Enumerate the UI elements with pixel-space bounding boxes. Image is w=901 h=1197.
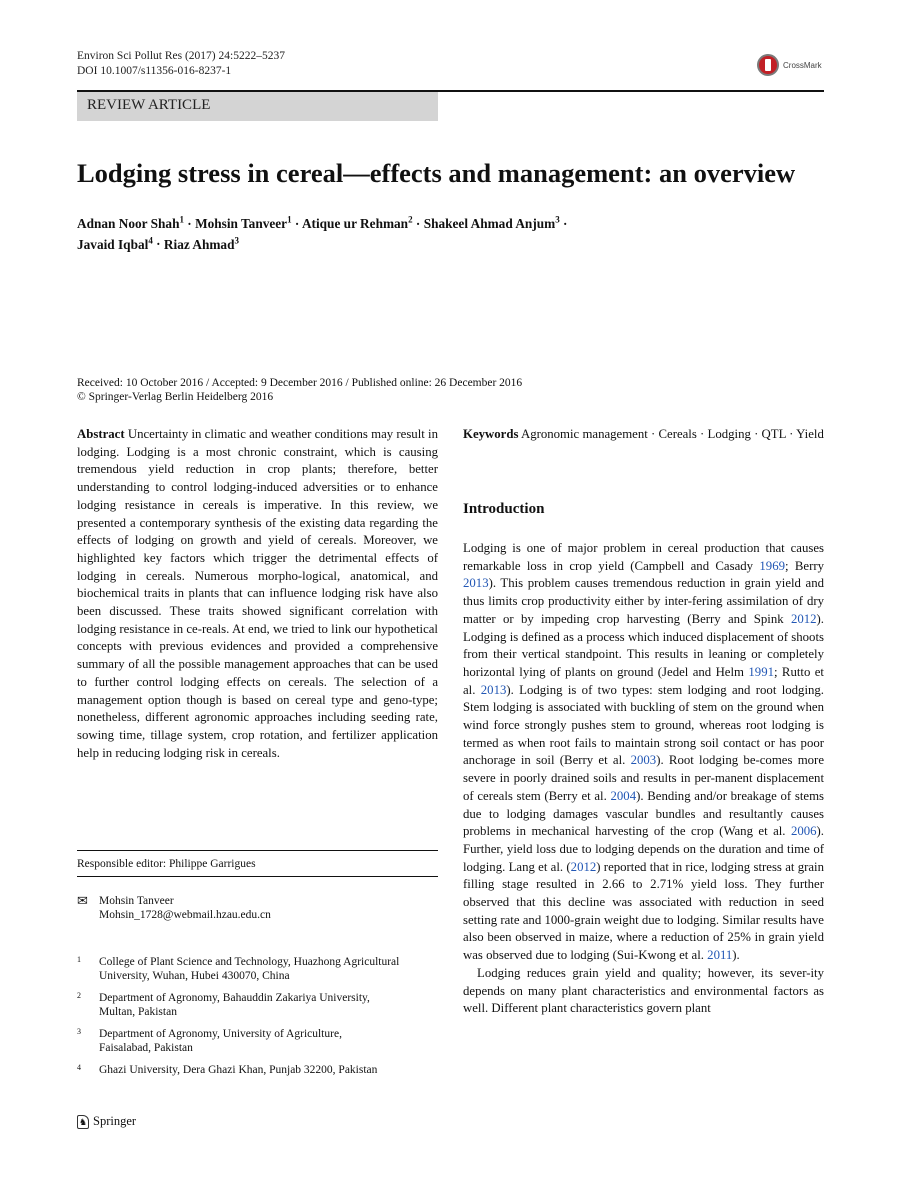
corresponding-name: Mohsin Tanveer [99,895,174,907]
paragraph-text: ; Berry [784,558,824,573]
paragraph-text: ) reported that in rice, lodging stress at grain filling stage resulted in 2.66 to 2.71% yield loss. They further observed that this decline was associated with reduction in seed setting rate and 1000-grain weight due to lodging. Similar results have also been observed in maize, where a reduction of 25% in grain yield was observed due to lodging (Sui-Kwong et al. [463,859,825,963]
paragraph-text: ). [732,948,740,963]
abstract-label: Abstract [77,427,125,441]
abstract [77,426,438,762]
paragraph-text: ). Root lodging be-comes more severe in poorly drained soils and results in per-manent displacement of cereals stem (Berry et al. [463,753,824,803]
corresponding-author [77,894,438,922]
author[interactable]: Javaid Iqbal$^4$ [77,235,153,252]
paragraph-text: ). Further, yield loss due to lodging depends on the duration and time of lodging. Lang et al. ( [463,824,824,874]
author[interactable]: Adnan Noor Shah$^1$ [77,215,184,232]
envelope-icon: ✉ [77,893,88,908]
author[interactable]: Shakeel Ahmad Anjum$^3$ [423,215,560,232]
introduction-paragraph: Lodging reduces grain yield and quality; however, its sever-ity depends on many plant characteristics and environmental factors as well. Different plant characteristics govern plant [463,965,824,1016]
introduction-paragraph [463,540,824,965]
affiliation: 3 Department of Agronomy, University of Agriculture, Faisalabad, Pakistan [77,1027,342,1054]
affiliation: 4 Ghazi University, Dera Ghazi Khan, Punjab 32200, Pakistan [77,1063,378,1076]
abstract-text: Uncertainty in climatic and weather conditions may result in lodging. Lodging is a most chronic constraint, which is causing tremendous yield reduction in crop plants; therefore, better understanding to control lodging-induced adversities or to enhance lodging resistance in cereals is imperative. In this review, we presented a contemporary synthesis of the existing data regarding the effects of lodging on growth and yield of cereals. Moreover, we highlighted key factors which trigger the detrimental effects of lodging in cereals. Numerous morpho-logical, anatomical, and biochemical traits in plants that can influence lodging risk have also been discussed. These traits showed significant correlation with lodging resistance in ce-reals. At end, we tried to link our hypothetical concepts with previous evidences and provided a comprehensive summary of all the possible management approaches that can be used to further control lodging effects on cereals. The selection of a management option though is based on cereal type and geno-type; nonetheless, different agronomic approaches including seeding rate, sowing time, tillage system, crop rotation, and fertilizer application help in reducing lodging risk in cereals. [77,427,438,760]
citation-link[interactable]: 2012 [570,859,597,874]
citation-link[interactable]: 2013 [463,576,489,591]
keywords-label: Keywords [463,427,519,441]
springer-horse-icon: ♞ [78,1116,88,1127]
introduction-body [463,540,824,1018]
crossmark-badge[interactable] [757,52,837,78]
citation-link[interactable]: 1969 [759,558,785,573]
crossmark-label: CrossMark [783,60,822,70]
corresponding-email[interactable]: Mohsin_1728@webmail.hzau.edu.cn [99,909,271,921]
responsible-editor: Responsible editor: Philippe Garrigues [77,858,256,870]
affiliation-list [77,955,438,1077]
citation-link[interactable]: 2006 [790,824,817,839]
keywords-text: Agronomic management · Cereals · Lodging · QTL · Yield [520,427,824,441]
article-title: Lodging stress in cereal—effects and management: an overview [77,158,796,188]
author[interactable]: Atique ur Rehman$^2$ [301,215,413,232]
keywords [463,426,824,444]
publisher-logo [77,1114,136,1129]
history-line: Received: 10 October 2016 / Accepted: 9 December 2016 / Published online: 26 December 2016 [77,377,523,389]
citation-link[interactable]: 2004 [610,788,637,803]
author-list: Adnan Noor Shah$^1$ · Mohsin Tanveer$^1$ · Atique ur Rehman$^2$ · Shakeel Ahmad Anjum$^3$ · Javaid Iqbal$^4$ · Riaz Ahmad$^3$ [77,215,568,252]
citation-link[interactable]: 2013 [480,682,507,697]
paragraph-text: ). This problem causes tremendous reduction in grain yield and thus limits crop productivity either by inter-fering assimilation of dry matter or by impeding crop harvesting (Berry and Spink [463,576,824,626]
journal-citation: Environ Sci Pollut Res (2017) 24:5222–5237 [77,50,285,62]
citation-link[interactable]: 2011 [707,948,733,963]
citation-link[interactable]: 2012 [790,611,817,626]
affiliation: 1 College of Plant Science and Technology, Huazhong Agricultural University, Wuhan, Hubei 430070, China [77,955,400,982]
paragraph-text: ). Lodging is of two types: stem lodging and root lodging. Stem lodging is associated with buckling of stem on the ground when wind force strongly pushes stem to ground, whereas root lodging is termed as when root fails to maintain strong soil contact or has poor anchorage in soil (Berry et al. [463,682,824,768]
citation-link[interactable]: 1991 [748,664,774,679]
publisher-name: Springer [93,1114,137,1128]
paragraph-text: ; Rutto et al. [463,664,824,697]
author[interactable]: Mohsin Tanveer$^1$ [195,215,292,232]
editor-rule-bottom [77,876,438,877]
article-dates [77,376,522,404]
doi[interactable]: DOI 10.1007/s11356-016-8237-1 [77,65,232,77]
affiliation: 2 Department of Agronomy, Bahauddin Zakariya University, Multan, Pakistan [77,991,370,1018]
paragraph-text: ). Lodging is defined as a process which induced displacement of shoots from their vertical standpoint. This results in leaning or completely horizontal lying of plants on ground (Jedel and Helm [463,611,824,679]
crossmark-icon [757,54,779,76]
author[interactable]: Riaz Ahmad$^3$ [163,235,239,252]
introduction-heading: Introduction [463,501,545,517]
citation-link[interactable]: 2003 [630,753,657,768]
copyright-line: © Springer-Verlag Berlin Heidelberg 2016 [77,391,274,403]
paragraph-text: Lodging is one of major problem in cereal production that causes remarkable loss in crop yield (Campbell and Casady [463,541,824,573]
editor-rule [77,850,438,851]
article-type-badge: REVIEW ARTICLE [77,92,438,121]
paragraph-text: ). Bending and/or breakage of stems due to lodging damages vascular bundles and resultantly causes problems in mechanical harvesting of the crop (Wang et al. [463,788,825,839]
